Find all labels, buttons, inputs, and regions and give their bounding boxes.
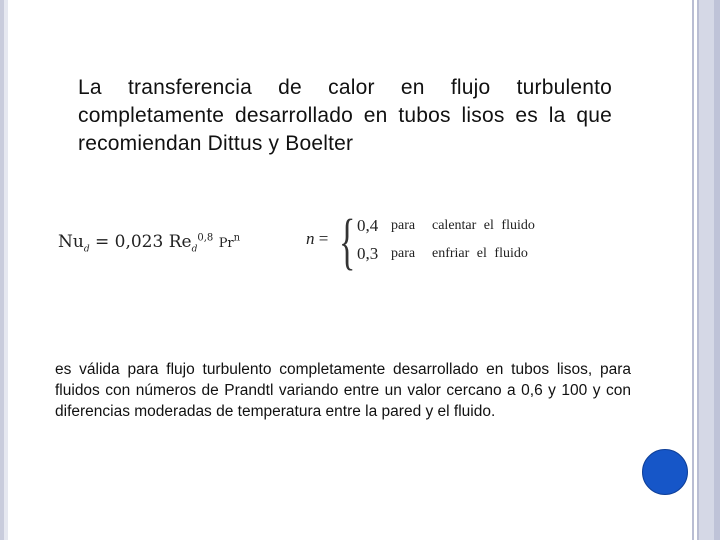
n-variable-label: [306, 229, 328, 249]
right-slide-border: [686, 0, 720, 540]
reynolds-symbol: Re: [168, 232, 192, 252]
left-brace: {: [339, 208, 356, 276]
left-slide-border: [0, 0, 8, 540]
intro-paragraph: La transferencia de calor en flujo turbulento completamente desarrollado en tubos lisos es la que recomiendan Dittus y Boelter: [78, 76, 612, 155]
prandtl-exponent: n: [233, 232, 241, 244]
nusselt-symbol: Nu: [58, 232, 84, 252]
blue-circle-decoration: [642, 449, 688, 495]
validity-paragraph: es válida para flujo turbulento completamente desarrollado en tubos lisos, para fluidos con números de Prandtl variando entre un valor cercano a 0,6 y 100 y con diferencias moderadas de temperatura entre la pared y el fluido.: [55, 361, 631, 420]
case-para: para: [391, 246, 416, 261]
case-description: enfriar el fluido: [432, 246, 528, 261]
case-description: calentar el fluido: [432, 218, 535, 233]
n-equals: =: [318, 229, 329, 248]
reynolds-exponent: 0,8: [197, 232, 214, 244]
case-value: 0,3: [357, 244, 379, 263]
nusselt-subscript: d: [83, 244, 90, 255]
dittus-boelter-equation: [58, 232, 240, 254]
reynolds-subscript: d: [191, 244, 198, 255]
case-value: 0,4: [357, 216, 379, 235]
case-para: para: [391, 218, 416, 233]
prandtl-symbol: Pr: [218, 236, 234, 251]
equation-coefficient: = 0,023: [95, 232, 164, 252]
n-symbol: n: [306, 229, 315, 248]
